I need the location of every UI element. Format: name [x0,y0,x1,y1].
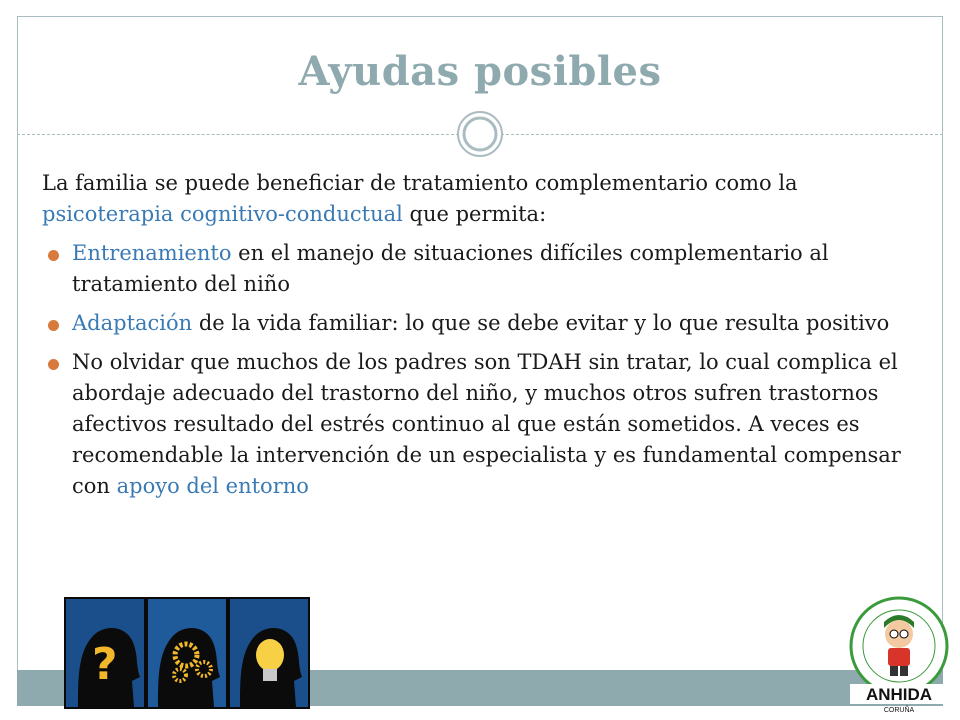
bullet-dot-icon [48,359,59,370]
anhida-logo [844,590,954,716]
intro-text-end: que permita: [402,202,547,226]
slide-body [42,168,912,510]
question-mark-icon: ? [92,639,118,690]
intro-text-start: La familia se puede beneficiar de tratamiento complementario como la [42,171,798,195]
bullet-text: en el manejo de situaciones difíciles complementario al tratamiento del niño [72,241,829,296]
bullet-dot-icon [48,250,59,261]
bullet-dot-icon [48,320,59,331]
bullet-highlight: apoyo del entorno [116,474,309,498]
intro-paragraph [42,168,912,230]
bullet-item [42,308,912,339]
bullet-item [42,238,912,300]
bullet-text: No olvidar que muchos de los padres son TDAH sin tratar, lo cual complica el abordaje adecuado del trastorno del niño, y muchos otros sufren trastornos afectivos resultado del estrés continuo al que están sometidos. A veces es recomendable la intervención de un especialista y es fundamental compensar con [72,350,901,498]
slide-title: Ayudas posibles [298,48,662,95]
divider-circle-ornament [456,110,504,158]
logo-sub: CORUÑA [883,707,915,714]
bullet-highlight: Adaptación [72,311,193,335]
bullet-list [42,238,912,502]
logo-name: ANHIDA [865,685,933,704]
intro-highlight: psicoterapia cognitivo-conductual [42,202,403,226]
three-heads-image [64,597,310,709]
lightbulb-icon [256,639,284,671]
bullet-item [42,347,912,502]
bullet-text: de la vida familiar: lo que se debe evitar y lo que resulta positivo [192,311,890,335]
bullet-highlight: Entrenamiento [72,241,232,265]
